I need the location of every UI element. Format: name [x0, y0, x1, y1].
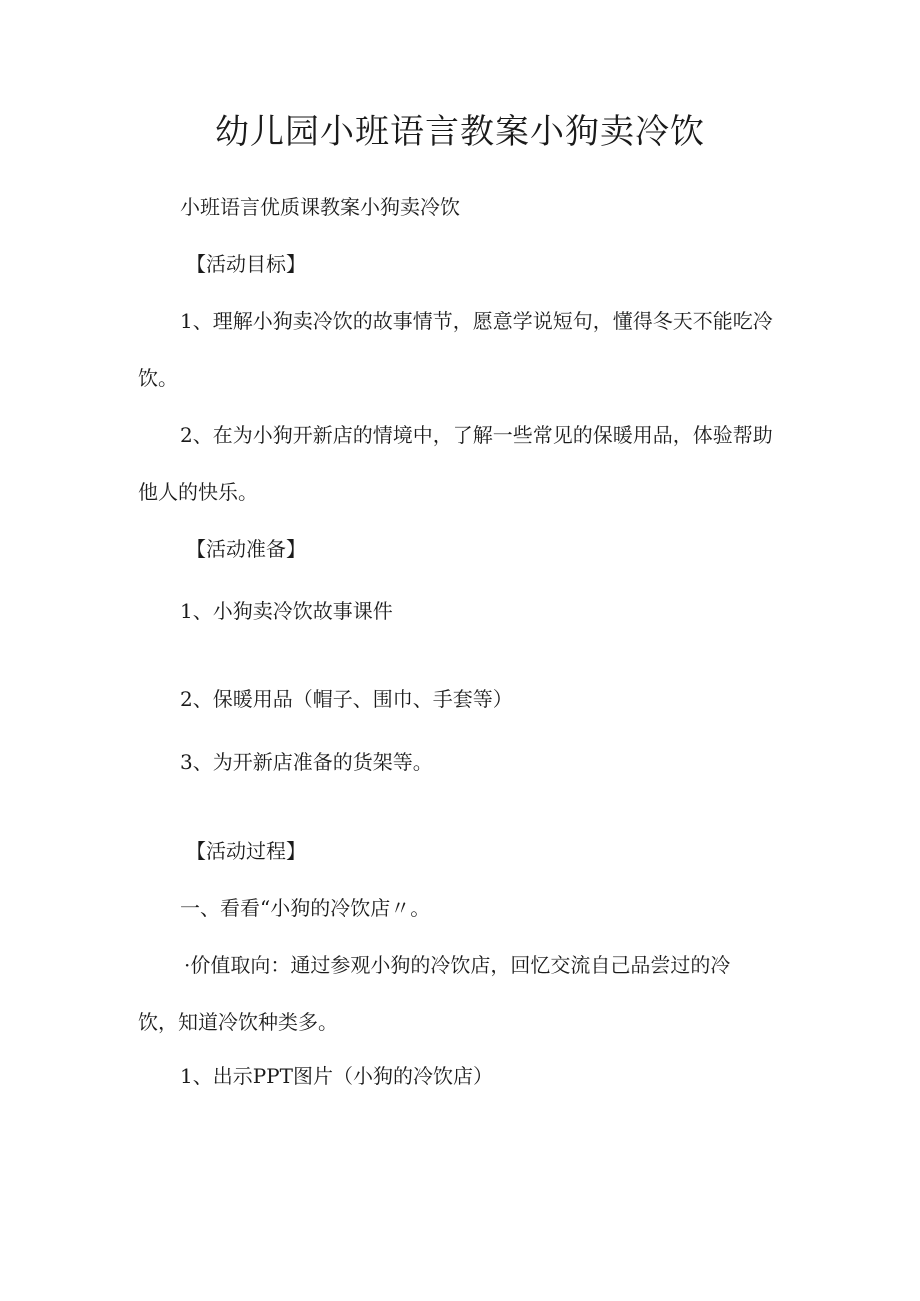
process-heading: 【活动过程】 [186, 839, 306, 863]
goal-2-line-2: 他人的快乐。 [138, 480, 258, 504]
value-line-2: 饮，知道冷饮种类多。 [138, 1010, 338, 1034]
prep-heading: 【活动准备】 [186, 537, 306, 561]
document-title: 幼儿园小班语言教案小狗卖冷饮 [215, 112, 705, 152]
document-subtitle: 小班语言优质课教案小狗卖冷饮 [180, 195, 460, 219]
goal-1-line-2: 饮。 [138, 366, 178, 390]
goal-2-line-1: 2、在为小狗开新店的情境中，了解一些常见的保暖用品，体验帮助 [180, 423, 773, 447]
prep-item-2: 2、保暖用品（帽子、围巾、手套等） [180, 687, 513, 711]
prep-item-1: 1、小狗卖冷饮故事课件 [180, 599, 393, 623]
goal-1-line-1: 1、理解小狗卖冷饮的故事情节，愿意学说短句，懂得冬天不能吃冷 [180, 309, 773, 333]
prep-item-3: 3、为开新店准备的货架等。 [180, 750, 433, 774]
value-line-1: ·价值取向：通过参观小狗的冷饮店，回忆交流自己品尝过的冷 [184, 953, 731, 977]
goals-heading: 【活动目标】 [186, 252, 306, 276]
process-step-1: 一、看看“小狗的冷饮店〃。 [180, 896, 431, 920]
process-step-1-item-1: 1、出示PPT图片（小狗的冷饮店） [180, 1064, 493, 1088]
